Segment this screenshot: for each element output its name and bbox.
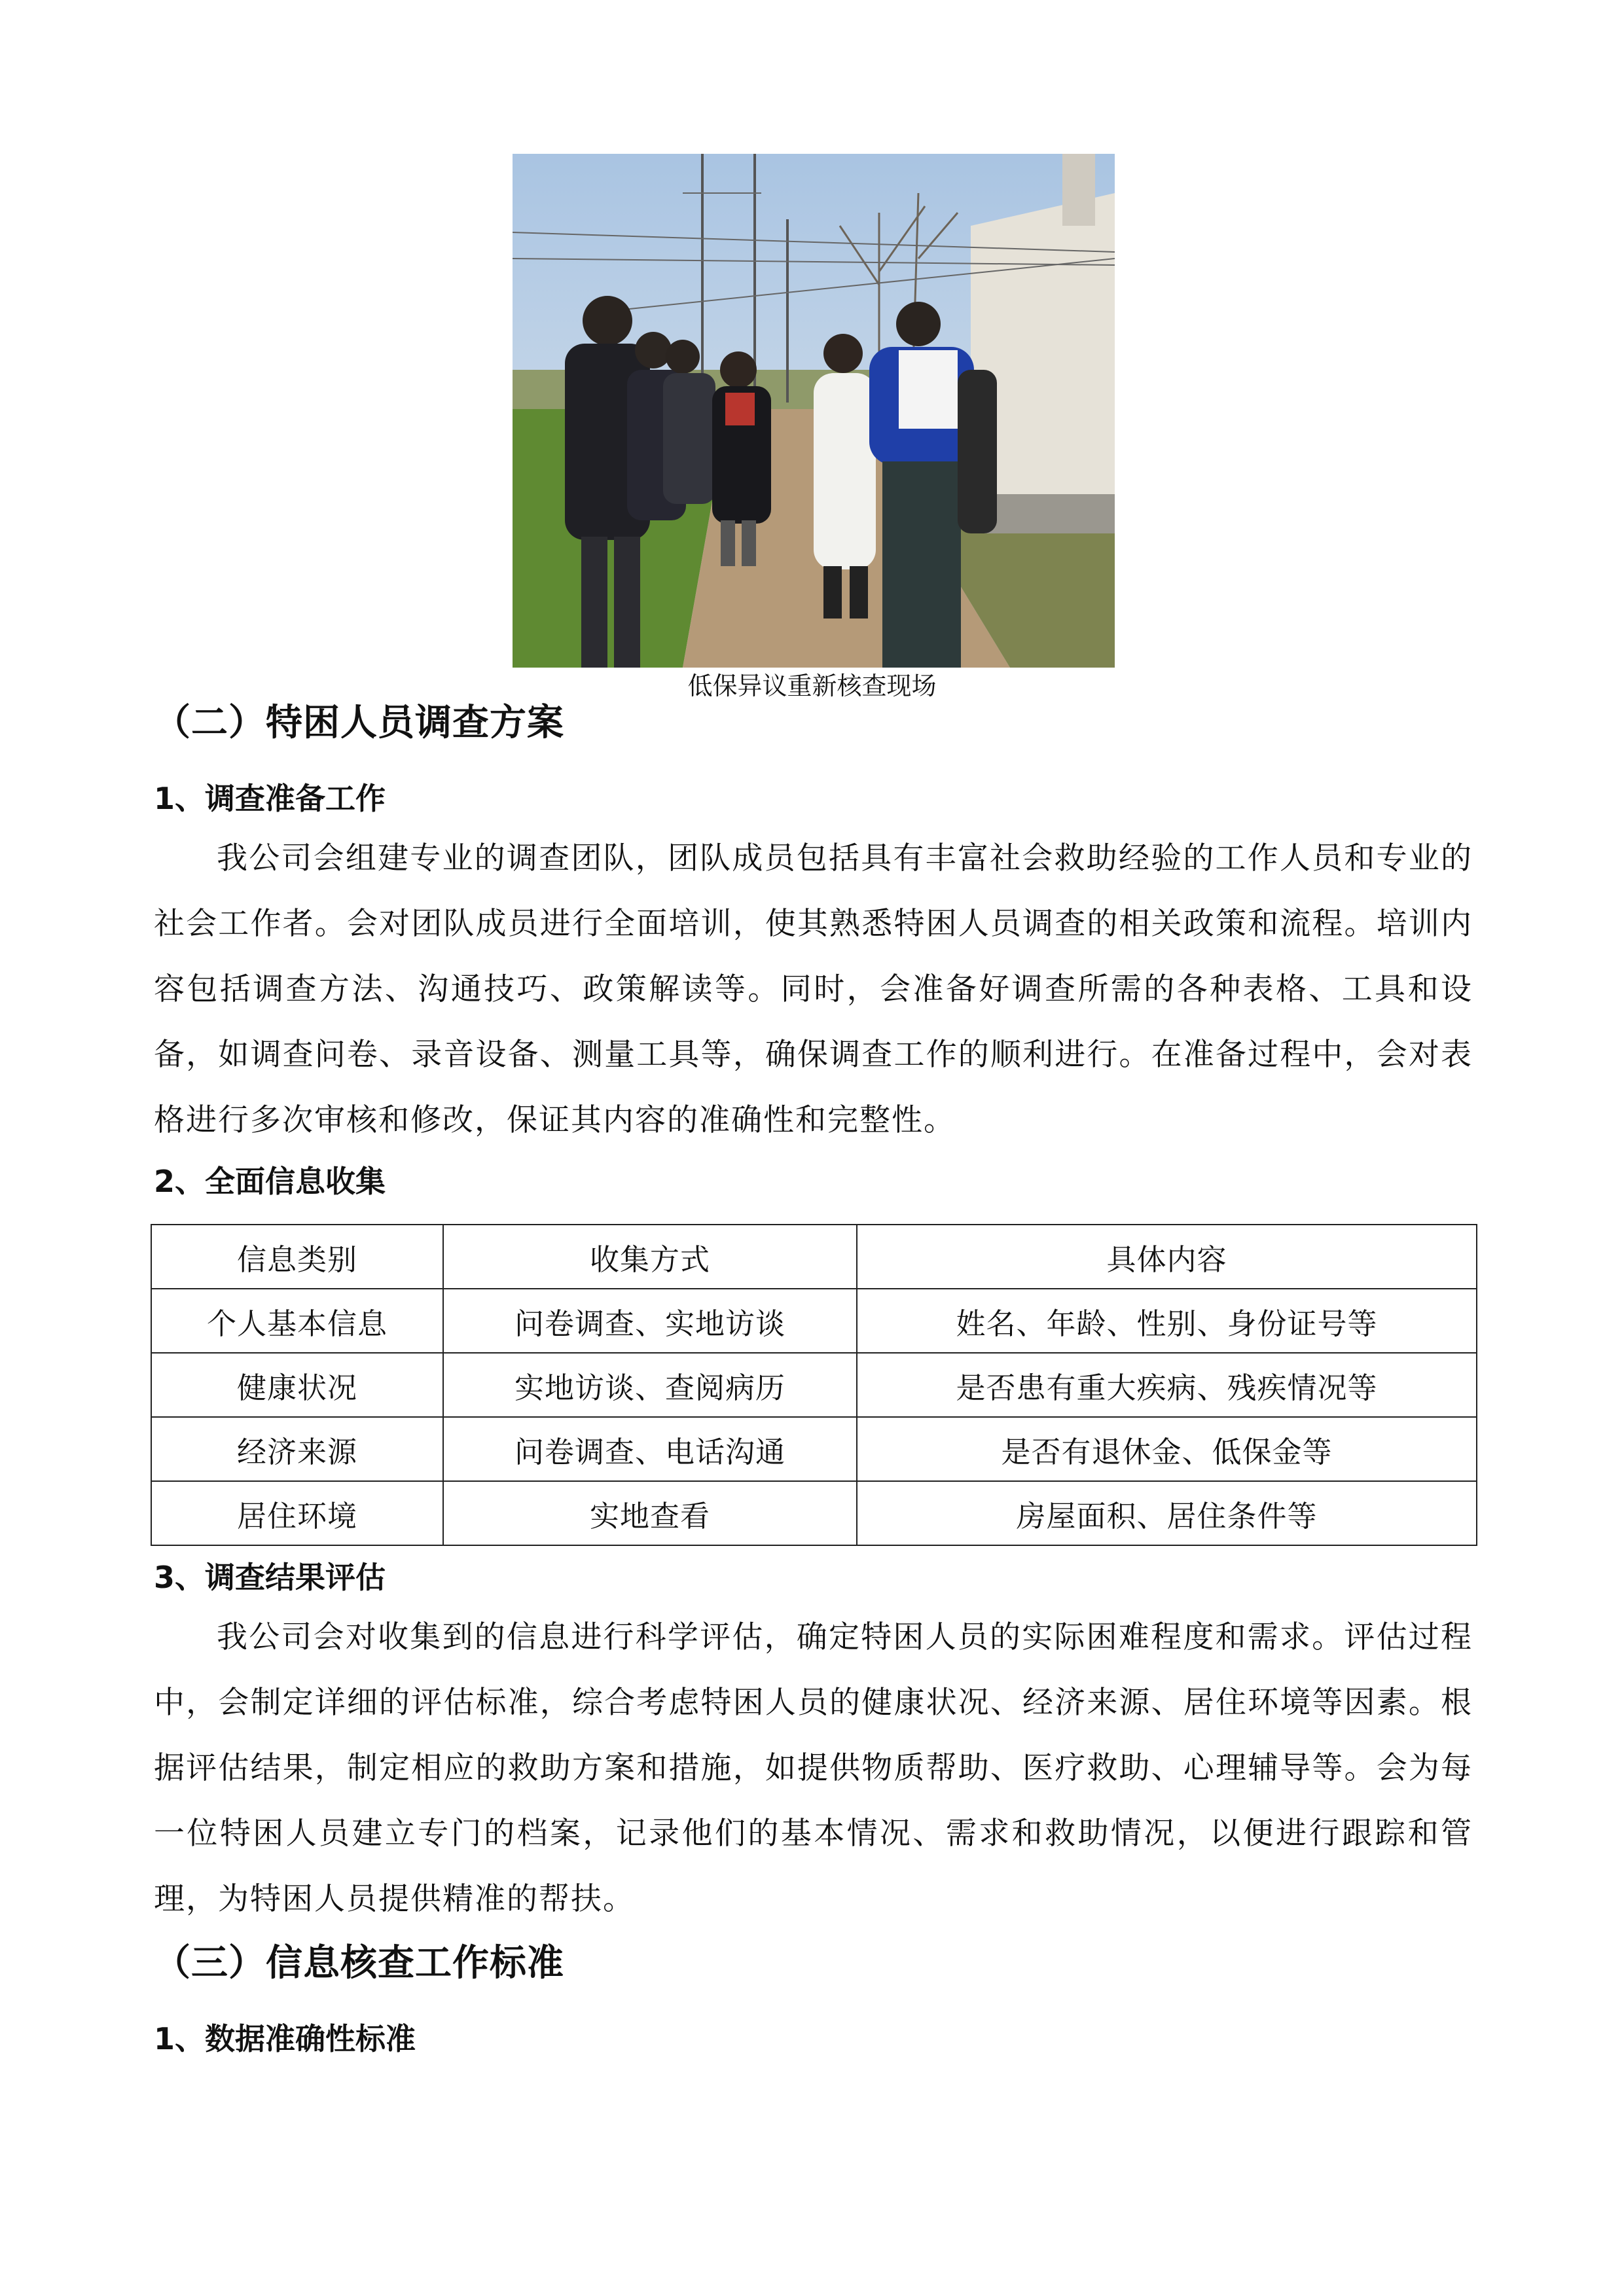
site-photo [513,154,1115,668]
table-header-cell: 具体内容 [857,1225,1477,1289]
table-cell: 问卷调查、电话沟通 [443,1417,857,1481]
section-2-3-paragraph: 我公司会对收集到的信息进行科学评估，确定特困人员的实际困难程度和需求。评估过程中，会制定详细的评估标准，综合考虑特困人员的健康状况、经济来源、居住环境等因素。根据评估结果，制定相应的救助方案和措施，如提供物质帮助、医疗救助、心理辅导等。会为每一位特困人员建立专门的档案，记录他们的基本情况、需求和救助情况，以便进行跟踪和管理，为特困人员提供精准的帮扶。 [154,1619,1473,1917]
section-2-1-title: 1、调查准备工作 [154,781,386,816]
table-cell: 房屋面积、居住条件等 [857,1481,1477,1545]
photo-caption: 低保异议重新核查现场 [687,672,937,700]
table-cell: 问卷调查、实地访谈 [443,1289,857,1353]
table-row [151,1417,1477,1481]
table-cell: 居住环境 [151,1481,443,1545]
table-cell: 个人基本信息 [151,1289,443,1353]
table-cell: 实地查看 [443,1481,857,1545]
section-2-3-title: 3、调查结果评估 [154,1560,386,1595]
section-3-1-title: 1、数据准确性标准 [154,2021,416,2056]
table-header-row [151,1225,1477,1289]
table-cell: 健康状况 [151,1353,443,1417]
section-3-title: （三）信息核查工作标准 [154,1942,564,1984]
table-row [151,1289,1477,1353]
table-cell: 实地访谈、查阅病历 [443,1353,857,1417]
section-2-2-title: 2、全面信息收集 [154,1164,386,1199]
table-header-cell: 信息类别 [151,1225,443,1289]
table-cell: 是否有退休金、低保金等 [857,1417,1477,1481]
section-2-title: （二）特困人员调查方案 [154,702,564,744]
table-row [151,1353,1477,1417]
table-cell: 经济来源 [151,1417,443,1481]
table-row [151,1481,1477,1545]
info-collection-table [151,1224,1477,1546]
section-2-1-paragraph: 我公司会组建专业的调查团队，团队成员包括具有丰富社会救助经验的工作人员和专业的社会工作者。会对团队成员进行全面培训，使其熟悉特困人员调查的相关政策和流程。培训内容包括调查方法、沟通技巧、政策解读等。同时，会准备好调查所需的各种表格、工具和设备，如调查问卷、录音设备、测量工具等，确保调查工作的顺利进行。在准备过程中，会对表格进行多次审核和修改，保证其内容的准确性和完整性。 [154,840,1473,1138]
table-cell: 是否患有重大疾病、残疾情况等 [857,1353,1477,1417]
table-header-cell: 收集方式 [443,1225,857,1289]
table-cell: 姓名、年龄、性别、身份证号等 [857,1289,1477,1353]
